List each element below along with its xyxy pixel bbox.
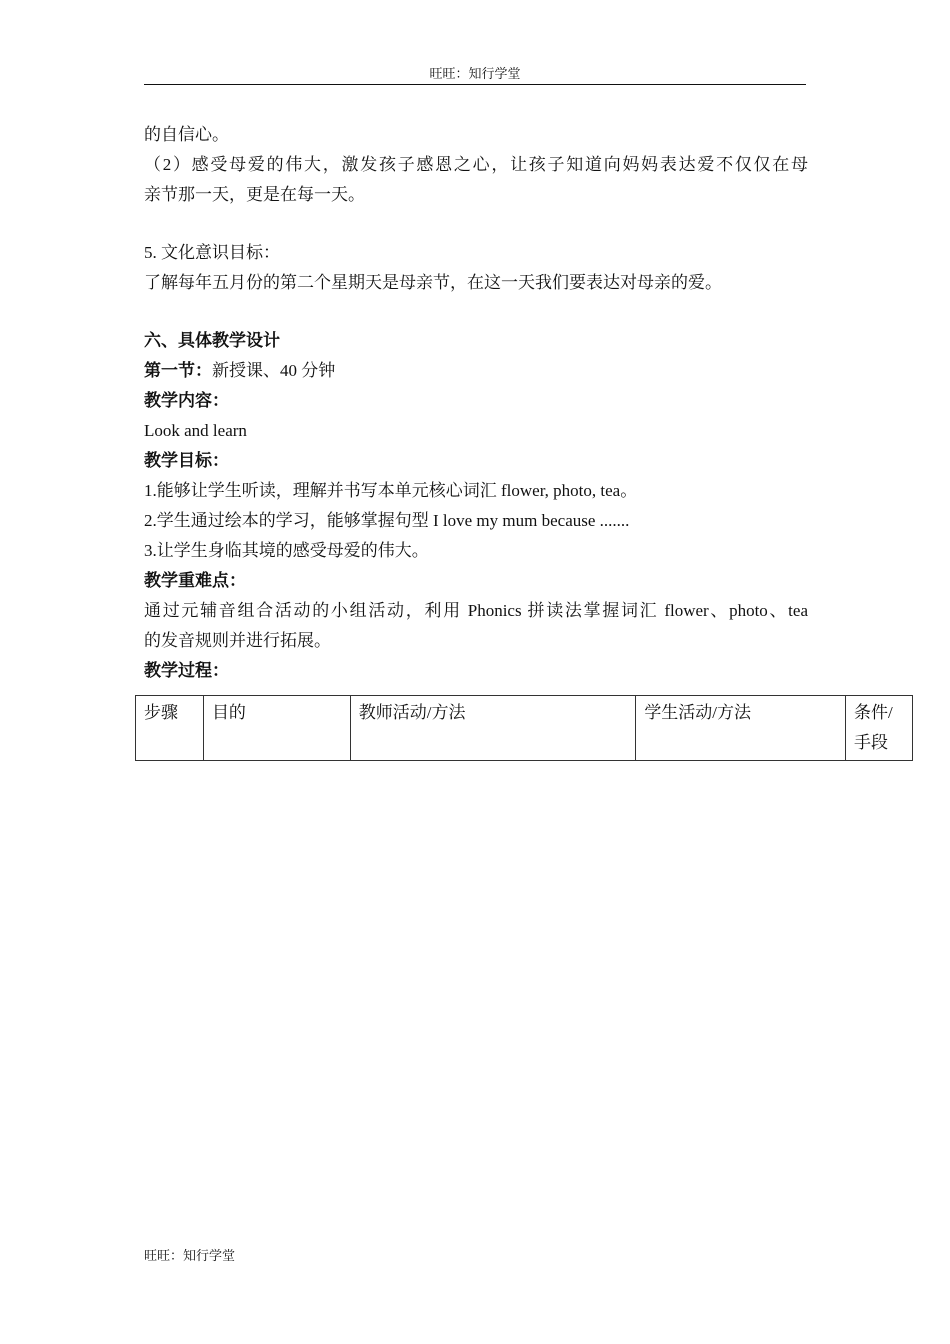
lesson1-label: 第一节： bbox=[144, 361, 212, 380]
content-label: 教学内容： bbox=[144, 391, 229, 410]
page-footer: 旺旺：知行学堂 bbox=[144, 1248, 236, 1263]
objective-item: 1.能够让学生听读，理解并书写本单元核心词汇 flower, photo, tea。 bbox=[144, 481, 638, 500]
keypoints-label: 教学重难点： bbox=[144, 571, 246, 590]
goal5-text: 了解每年五月份的第二个星期天是母亲节，在这一天我们要表达对母亲的爱。 bbox=[144, 273, 722, 292]
blank-line bbox=[144, 210, 808, 238]
page-header: 旺旺：知行学堂 bbox=[144, 66, 806, 85]
keypoints-text: 的发音规则并进行拓展。 bbox=[144, 631, 331, 650]
blank-line bbox=[144, 298, 808, 326]
table-header-cell: 教师活动/方法 bbox=[350, 696, 636, 761]
keypoints-text: 通过元辅音组合活动的小组活动，利用 Phonics 拼读法掌握词汇 flower、photo、tea bbox=[144, 601, 808, 620]
table-header-cell: 步骤 bbox=[136, 696, 204, 761]
paragraph-line: 亲节那一天，更是在每一天。 bbox=[144, 185, 365, 204]
teaching-process-table bbox=[135, 695, 913, 761]
paragraph-line: 的自信心。 bbox=[144, 125, 229, 144]
content-text: Look and learn bbox=[144, 421, 247, 440]
lesson1-line bbox=[144, 356, 808, 386]
objective-item: 3.让学生身临其境的感受母爱的伟大。 bbox=[144, 541, 429, 560]
table-header-row bbox=[136, 696, 913, 761]
objective-item: 2.学生通过绘本的学习，能够掌握句型 I love my mum because ....... bbox=[144, 511, 630, 530]
goal5-title: 5. 文化意识目标： bbox=[144, 243, 280, 262]
table-header-cell: 学生活动/方法 bbox=[636, 696, 846, 761]
paragraph-line: （2）感受母爱的伟大，激发孩子感恩之心，让孩子知道向妈妈表达爱不仅仅在母 bbox=[144, 155, 808, 174]
table-header-cell: 目的 bbox=[203, 696, 350, 761]
lesson1-text: 新授课、40 分钟 bbox=[212, 361, 336, 380]
table-header-cell: 条件/手段 bbox=[846, 696, 913, 761]
process-label: 教学过程： bbox=[144, 661, 229, 680]
document-body bbox=[144, 120, 808, 686]
objectives-label: 教学目标： bbox=[144, 451, 229, 470]
section6-title: 六、具体教学设计 bbox=[144, 331, 280, 350]
